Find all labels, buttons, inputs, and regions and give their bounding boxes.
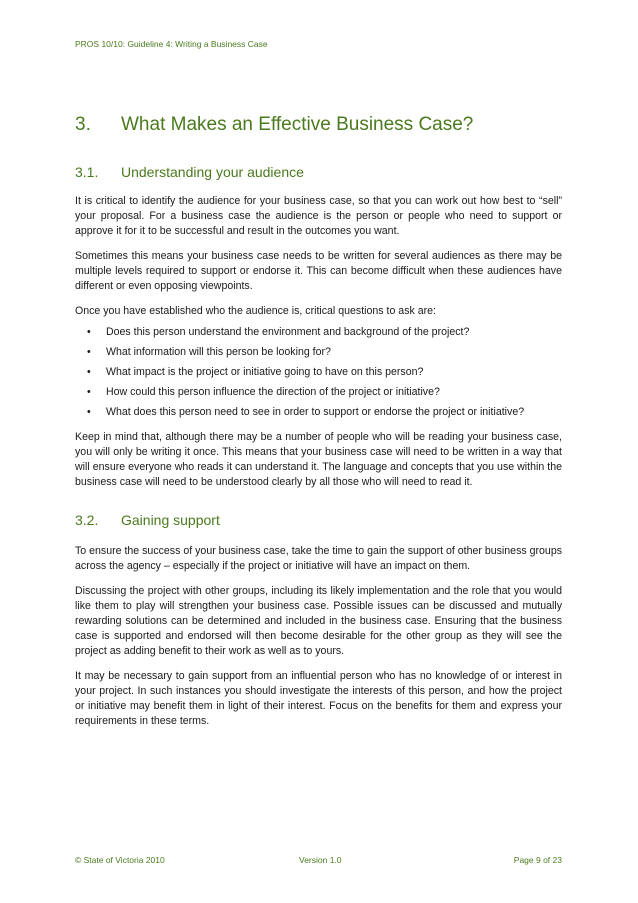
list-item-text: How could this person influence the direction of the project or initiative? <box>106 386 440 398</box>
list-item-text: Does this person understand the environment and background of the project? <box>106 326 470 338</box>
subsection-number: 3.1. <box>75 164 99 180</box>
footer-page-number: Page 9 of 23 <box>513 855 562 865</box>
bullet-icon: • <box>87 386 91 398</box>
question-list <box>75 325 562 420</box>
page-header: PROS 10/10: Guideline 4: Writing a Business Case <box>75 39 268 49</box>
list-item <box>75 325 562 340</box>
subsection-title: Gaining support <box>121 512 220 528</box>
footer-copyright: © State of Victoria 2010 <box>75 855 165 865</box>
list-item <box>75 345 562 360</box>
subsection-heading <box>75 512 562 528</box>
bullet-icon: • <box>87 346 91 358</box>
bullet-icon: • <box>87 326 91 338</box>
footer-version: Version 1.0 <box>299 855 342 865</box>
paragraph: Keep in mind that, although there may be a number of people who will be reading your business case, you will only be writing it once. This means that your business case will need to be written in a way that will ensure everyone who reads it can understand it. The language and concepts that you use within the business case will need to be understood clearly by all those who will need to read it. <box>75 431 562 488</box>
subsection-number: 3.2. <box>75 512 99 528</box>
section-number: 3. <box>75 114 91 135</box>
paragraph: It is critical to identify the audience for your business case, so that you can work out how best to “sell” your proposal. For a business case the audience is the person or people who need to support or approve it for it to be successful and result in the outcomes you want. <box>75 195 562 237</box>
list-item <box>75 385 562 400</box>
subsection-heading <box>75 164 562 180</box>
list-item <box>75 365 562 380</box>
list-item-text: What information will this person be looking for? <box>106 346 331 358</box>
paragraph: Once you have established who the audience is, critical questions to ask are: <box>75 305 436 317</box>
paragraph: Sometimes this means your business case needs to be written for several audiences as there may be multiple levels required to support or endorse it. This can become difficult when these audiences have different or even opposing viewpoints. <box>75 250 562 292</box>
paragraph: Discussing the project with other groups, including its likely implementation and the role that you would like them to play will strengthen your business case. Possible issues can be discussed and mutually rewarding solutions can be determined and included in the business case. Ensuring that the business case is supported and endorsed will then become desirable for the other group as they will see the project as adding benefit to their work as well as to yours. <box>75 585 562 657</box>
bullet-icon: • <box>87 406 91 418</box>
section-title: What Makes an Effective Business Case? <box>121 114 474 135</box>
list-item-text: What does this person need to see in order to support or endorse the project or initiative? <box>106 406 525 418</box>
section-heading <box>75 114 562 136</box>
subsection-title: Understanding your audience <box>121 164 304 180</box>
list-item-text: What impact is the project or initiative going to have on this person? <box>106 366 424 378</box>
paragraph: To ensure the success of your business case, take the time to gain the support of other business groups across the agency – especially if the project or initiative will have an impact on them. <box>75 545 563 572</box>
document-body <box>75 114 562 739</box>
list-item <box>75 405 562 420</box>
bullet-icon: • <box>87 366 91 378</box>
paragraph: It may be necessary to gain support from an influential person who has no knowledge of or interest in your project. In such instances you should investigate the interests of this person, and how the project or initiative may benefit them in light of their interest. Focus on the benefits for them and express your requirements in these terms. <box>75 670 562 727</box>
